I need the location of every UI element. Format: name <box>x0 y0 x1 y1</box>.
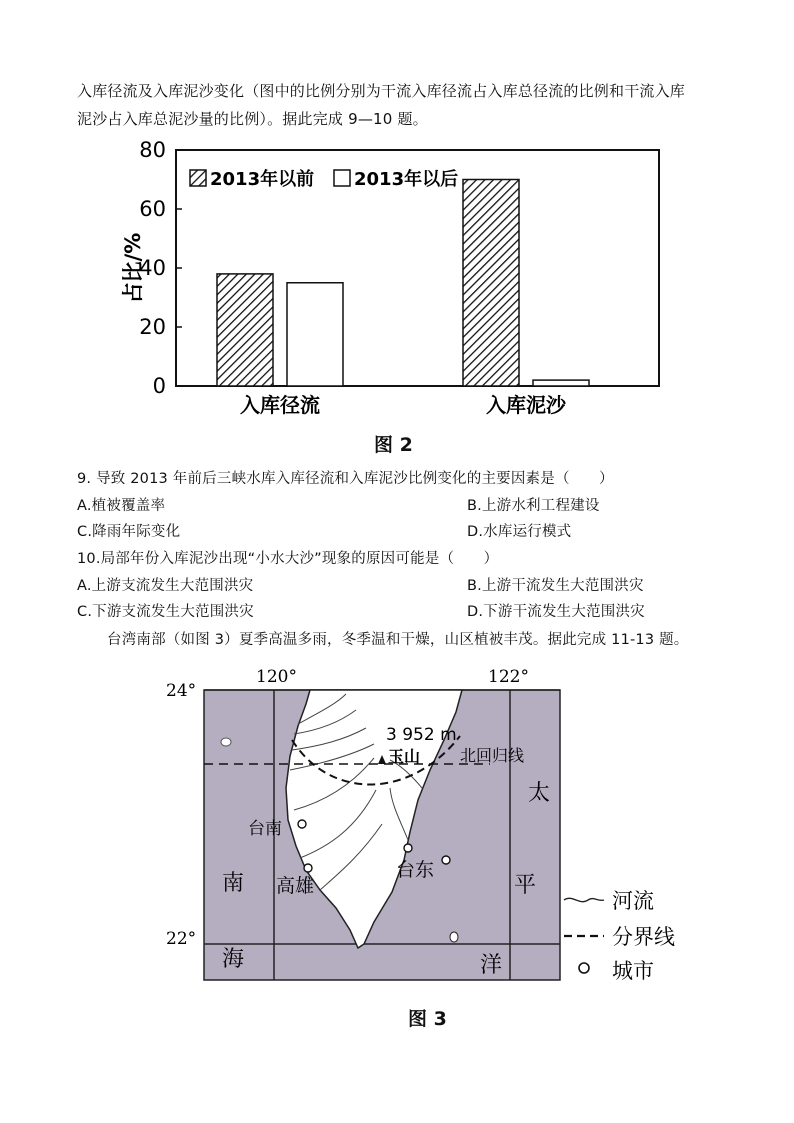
y-axis-label: 占比/% <box>121 232 145 304</box>
legend-boundary-label: 分界线 <box>612 925 675 949</box>
lat-label-22: 22° <box>166 929 197 949</box>
intro-line-1: 入库径流及入库泥沙变化（图中的比例分别为干流入库径流占入库总径流的比例和干流入库 <box>77 82 686 100</box>
peak-name: 玉山 <box>388 747 421 766</box>
legend-label-before: 2013年以前 <box>210 169 315 190</box>
sea-label-hai: 海 <box>222 947 245 972</box>
intro-line-2: 泥沙占入库总泥沙量的比例）。据此完成 9—10 题。 <box>77 110 428 128</box>
y-tick-label: 80 <box>139 138 166 162</box>
lon-label-120: 120° <box>256 667 297 687</box>
small-island <box>450 932 458 942</box>
sea-label-nan: 南 <box>222 871 245 896</box>
q9-option-d: D.水库运行模式 <box>467 524 572 540</box>
bar-after-1 <box>533 380 589 386</box>
legend-city-label: 城市 <box>612 959 654 983</box>
city-label-tainan: 台南 <box>248 819 282 839</box>
q10-option-d: D.下游干流发生大范围洪灾 <box>467 604 645 620</box>
legend-river-icon <box>564 898 604 901</box>
city-marker-taitung <box>442 856 450 864</box>
q9-stem: 9. 导致 2013 年前后三峡水库入库径流和入库泥沙比例变化的主要因素是（ ） <box>77 471 614 487</box>
islet-west <box>221 738 231 746</box>
bar-after-0 <box>287 283 343 386</box>
legend-city-icon <box>579 963 589 973</box>
figure-3-map <box>160 660 700 990</box>
ocean-label-tai: 太 <box>528 781 551 806</box>
ocean-label-yang: 洋 <box>480 953 503 978</box>
city-marker-tainan <box>298 820 306 828</box>
city-label-taitung: 台东 <box>396 859 435 881</box>
ocean-label-ping: 平 <box>514 873 537 898</box>
y-tick-label: 20 <box>139 315 166 339</box>
city-marker-taitung-2 <box>404 844 412 852</box>
y-tick-label: 0 <box>152 374 166 398</box>
city-label-kaohsiung: 高雄 <box>276 875 315 897</box>
q10-option-a: A.上游支流发生大范围洪灾 <box>77 578 254 594</box>
figure-3-caption: 图 3 <box>408 1008 447 1030</box>
y-tick-label: 60 <box>139 197 166 221</box>
peak-elevation: 3 952 m <box>386 725 457 745</box>
y-tick-label: 40 <box>139 256 166 280</box>
figure-2-bar-chart <box>110 138 670 418</box>
bar-before-1 <box>463 180 519 387</box>
lat-label-24: 24° <box>166 681 197 701</box>
q9-option-b: B.上游水利工程建设 <box>467 498 600 514</box>
tropic-label: 北回归线 <box>460 746 525 765</box>
q10-option-c: C.下游支流发生大范围洪灾 <box>77 604 254 620</box>
q10-option-b: B.上游干流发生大范围洪灾 <box>467 578 644 594</box>
lon-label-122: 122° <box>488 667 529 687</box>
q9-option-c: C.降雨年际变化 <box>77 524 181 540</box>
legend-label-after: 2013年以后 <box>354 169 459 190</box>
legend-swatch-before <box>190 170 206 186</box>
legend-river-label: 河流 <box>612 889 654 913</box>
city-marker-kaohsiung <box>304 864 312 872</box>
legend-swatch-after <box>334 170 350 186</box>
intro-2: 台湾南部（如图 3）夏季高温多雨，冬季温和干燥，山区植被丰茂。据此完成 11-13 题。 <box>107 632 689 648</box>
figure-2-caption: 图 2 <box>374 434 413 456</box>
q10-stem: 10.局部年份入库泥沙出现“小水大沙”现象的原因可能是（ ） <box>77 551 499 567</box>
q9-option-a: A.植被覆盖率 <box>77 498 166 514</box>
bar-before-0 <box>217 274 273 386</box>
x-category-label: 入库径流 <box>240 393 320 417</box>
x-category-label: 入库泥沙 <box>486 393 566 417</box>
